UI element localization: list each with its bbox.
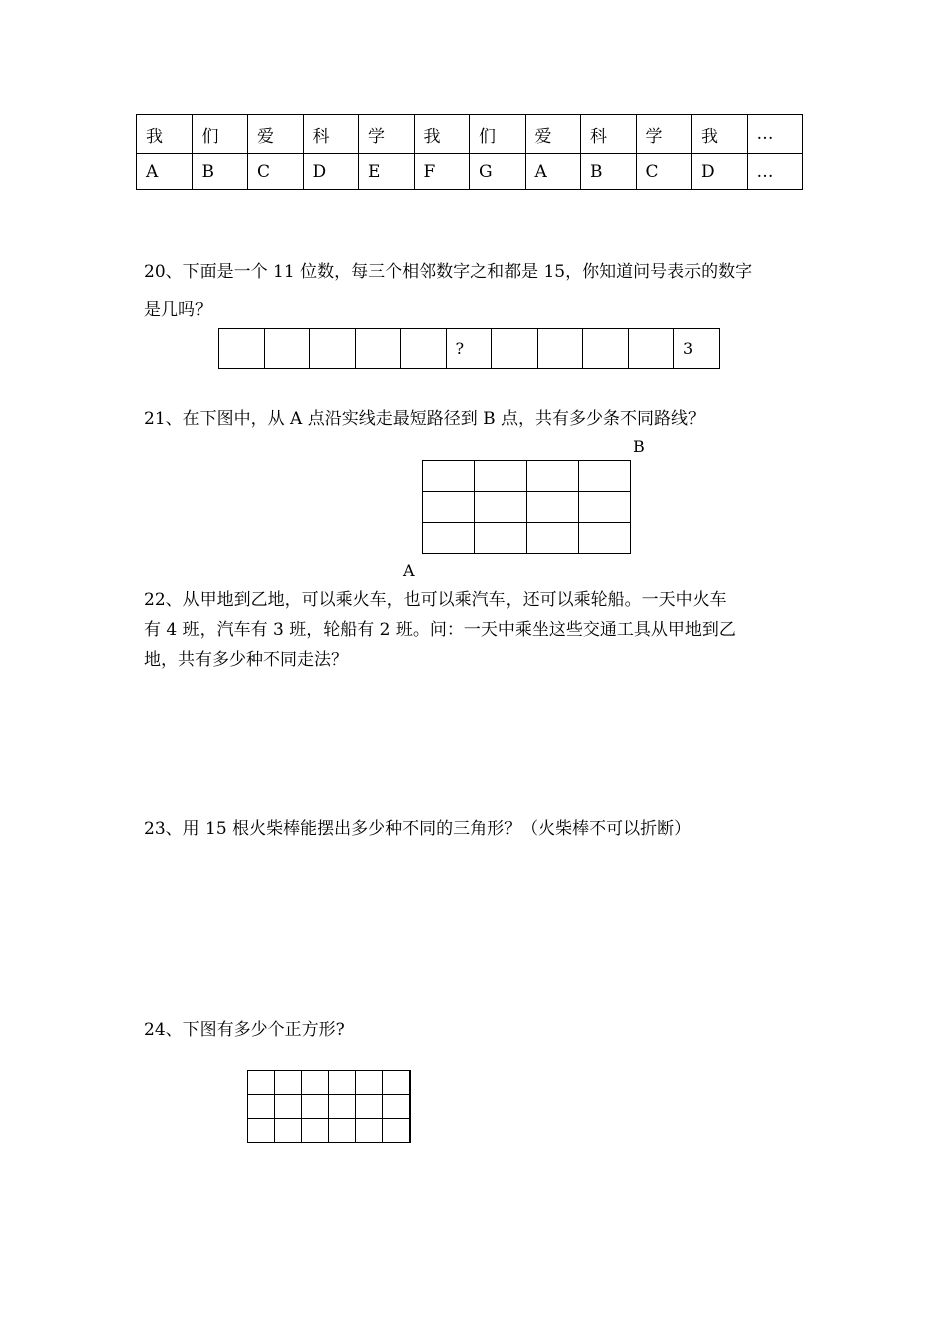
q21-path-grid (422, 460, 631, 554)
point-b-label: B (633, 437, 645, 456)
cipher-cell: G (470, 154, 526, 190)
cipher-cell: C (248, 154, 304, 190)
digit-box-last: 3 (674, 329, 720, 369)
cipher-cell: 学 (359, 115, 415, 154)
cipher-cell: 爱 (248, 115, 304, 154)
cipher-cell: 我 (137, 115, 193, 154)
cipher-cell: F (414, 154, 470, 190)
cipher-cell: B (581, 154, 637, 190)
cipher-cell: 科 (303, 115, 359, 154)
digit-box (310, 329, 356, 369)
q23-text: 23、用 15 根火柴棒能摆出多少种不同的三角形？（火柴棒不可以折断） (144, 819, 692, 839)
q20-digit-boxes (218, 328, 720, 369)
cipher-cell: A (137, 154, 193, 190)
q20-text-line2: 是几吗？ (144, 300, 212, 320)
cipher-cell: C (636, 154, 692, 190)
digit-box (264, 329, 310, 369)
q21-text: 21、在下图中，从 A 点沿实线走最短路径到 B 点，共有多少条不同路线？ (144, 409, 706, 429)
cipher-cell: 爱 (525, 115, 581, 154)
cipher-cell: B (192, 154, 248, 190)
digit-box (355, 329, 401, 369)
cipher-cell: 我 (414, 115, 470, 154)
q22-text-line1: 22、从甲地到乙地，可以乘火车，也可以乘汽车，还可以乘轮船。一天中火车 (144, 590, 727, 610)
cipher-cell: A (525, 154, 581, 190)
digit-box (401, 329, 447, 369)
cipher-cell: 们 (192, 115, 248, 154)
cipher-row-characters (137, 115, 803, 154)
q24-text: 24、下图有多少个正方形? (144, 1020, 345, 1040)
digit-box (219, 329, 265, 369)
cipher-table (136, 114, 803, 190)
q22-text-line2: 有 4 班，汽车有 3 班，轮船有 2 班。问：一天中乘坐这些交通工具从甲地到乙 (144, 620, 736, 640)
cipher-row-letters (137, 154, 803, 190)
digit-box (537, 329, 583, 369)
cipher-cell: 学 (636, 115, 692, 154)
cipher-cell: 科 (581, 115, 637, 154)
q24-square-grid (247, 1070, 411, 1143)
digit-box (628, 329, 674, 369)
cipher-cell: 们 (470, 115, 526, 154)
digit-box (583, 329, 629, 369)
point-a-label: A (403, 561, 415, 580)
cipher-cell: E (359, 154, 415, 190)
cipher-cell: D (303, 154, 359, 190)
digit-box (492, 329, 538, 369)
cipher-cell: … (747, 154, 803, 190)
cipher-cell: 我 (692, 115, 748, 154)
q22-text-line3: 地，共有多少种不同走法？ (144, 650, 348, 670)
digit-box-question: ? (446, 329, 492, 369)
q20-text-line1: 20、下面是一个 11 位数，每三个相邻数字之和都是 15，你知道问号表示的数字 (144, 262, 753, 282)
cipher-cell: … (747, 115, 803, 154)
cipher-cell: D (692, 154, 748, 190)
